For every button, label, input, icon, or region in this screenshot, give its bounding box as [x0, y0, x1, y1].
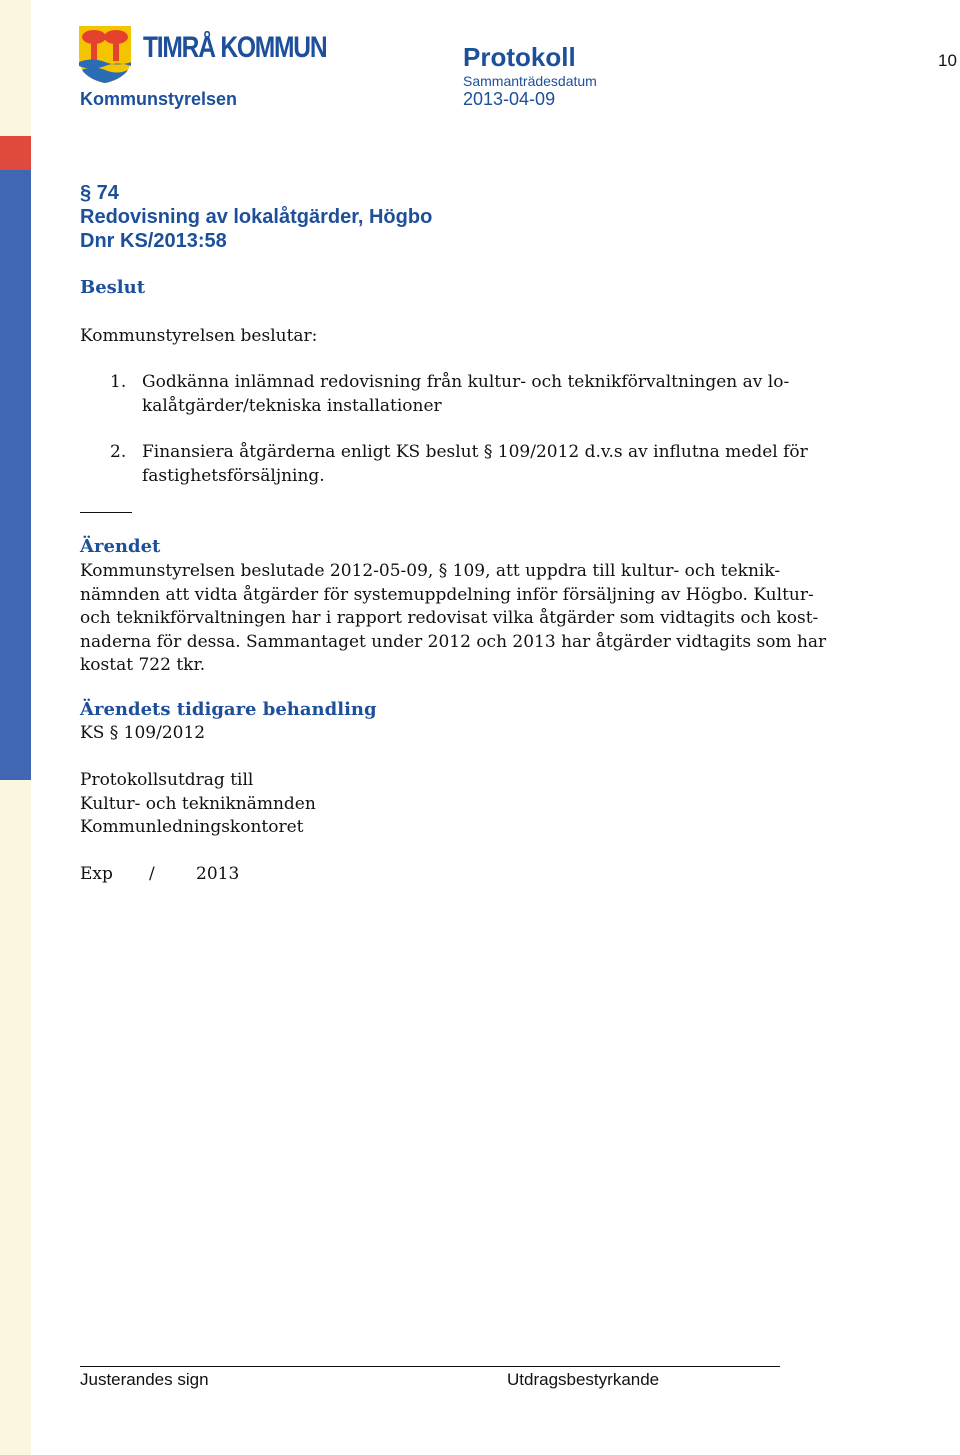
meeting-date: 2013-04-09	[463, 89, 556, 109]
margin-strip-red	[0, 136, 31, 170]
text-line: fastighetsförsäljning.	[142, 465, 325, 486]
document-type: Protokoll	[463, 42, 576, 72]
decision-intro: Kommunstyrelsen beslutar:	[80, 326, 318, 346]
coat-of-arms-icon	[77, 24, 133, 84]
text-line: kalåtgärder/tekniska installationer	[142, 395, 442, 416]
meeting-date-label: Sammanträdesdatum	[463, 73, 597, 89]
page-number: 10	[938, 51, 957, 70]
margin-strip-blue	[0, 170, 31, 780]
footer-rule	[80, 1366, 780, 1367]
board-name: Kommunstyrelsen	[80, 89, 238, 109]
text-line: Finansiera åtgärderna enligt KS beslut § 109/2012 d.v.s av influtna medel för	[142, 442, 808, 462]
matter-heading: Ärendet	[80, 536, 161, 557]
decision-item-text	[142, 441, 808, 488]
section-header	[80, 181, 432, 253]
exp-separator: /	[149, 864, 155, 884]
text-line: Godkänna inlämnad redovisning från kultur- och teknikförvaltningen av lo-	[142, 372, 790, 392]
municipality-name: TIMRÅ KOMMUN	[143, 31, 327, 64]
matter-text	[80, 560, 826, 678]
section-number: § 74	[80, 182, 119, 204]
recipient: Kultur- och tekniknämnden	[80, 793, 316, 814]
section-divider	[80, 512, 132, 513]
decision-item-text	[142, 371, 789, 418]
text-line: kostat 722 tkr.	[80, 655, 206, 675]
text-line: och teknikförvaltningen har i rapport redovisat vilka åtgärder som vidtagits och kost-	[80, 608, 819, 628]
section-dnr: Dnr KS/2013:58	[80, 230, 227, 252]
previous-handling-heading: Ärendets tidigare behandling	[80, 699, 377, 720]
decision-heading: Beslut	[80, 277, 146, 298]
certification-label: Utdragsbestyrkande	[507, 1370, 660, 1389]
previous-handling-ref: KS § 109/2012	[80, 723, 206, 743]
text-line: Kommunstyrelsen beslutade 2012-05-09, § 109, att uppdra till kultur- och teknik-	[80, 561, 781, 581]
justification-signature-label: Justerandes sign	[80, 1370, 209, 1389]
exp-label: Exp	[80, 864, 113, 884]
recipient: Kommunledningskontoret	[80, 817, 304, 837]
text-line: nämnden att vidta åtgärder för systemuppdelning inför försäljning av Högbo. Kultur-	[80, 584, 814, 605]
decision-item-number: 2.	[110, 442, 127, 462]
extract-heading: Protokollsutdrag till	[80, 770, 254, 790]
text-line: naderna för dessa. Sammantaget under 2012 och 2013 har åtgärder vidtagits som har	[80, 631, 827, 652]
exp-year: 2013	[196, 864, 240, 884]
section-title: Redovisning av lokalåtgärder, Högbo	[80, 206, 433, 228]
decision-item-number: 1.	[110, 372, 127, 392]
extract-recipients	[80, 769, 316, 840]
